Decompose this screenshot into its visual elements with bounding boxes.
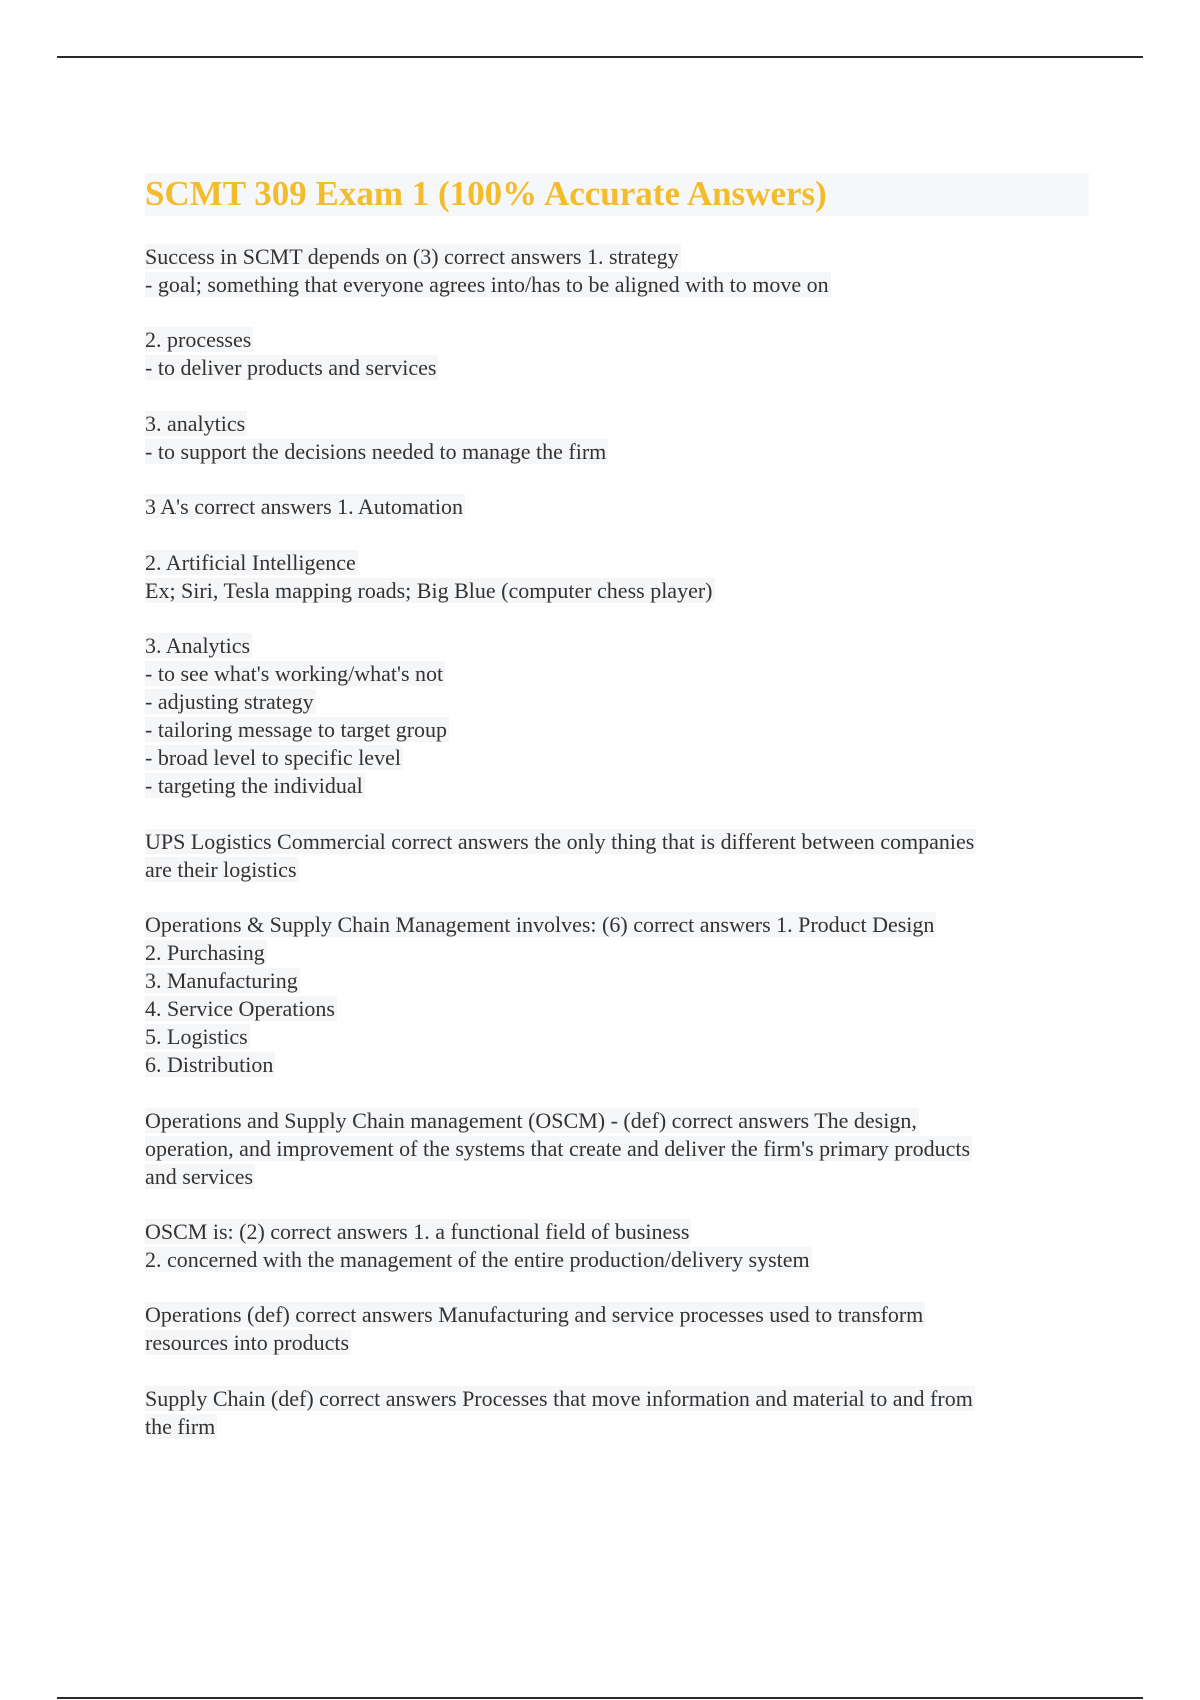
text-line: 5. Logistics	[145, 1024, 248, 1049]
text-line: operation, and improvement of the systems that create and deliver the firm's primary products	[145, 1136, 971, 1161]
text-line: 2. concerned with the management of the entire production/delivery system	[145, 1247, 810, 1272]
text-line: 6. Distribution	[145, 1052, 274, 1077]
text-line: 3. analytics	[145, 411, 246, 436]
text-line: - to see what's working/what's not	[145, 661, 444, 686]
text-line: and services	[145, 1164, 254, 1189]
text-line: - broad level to specific level	[145, 745, 401, 770]
document-title: SCMT 309 Exam 1 (100% Accurate Answers)	[145, 174, 827, 213]
text-line: - tailoring message to target group	[145, 717, 448, 742]
text-line: 4. Service Operations	[145, 996, 335, 1021]
text-line: - to deliver products and services	[145, 355, 437, 380]
text-line: - to support the decisions needed to manage the firm	[145, 439, 607, 464]
text-line: Success in SCMT depends on (3) correct answers 1. strategy	[145, 244, 679, 269]
text-line: - goal; something that everyone agrees into/has to be aligned with to move on	[145, 272, 829, 297]
text-line: are their logistics	[145, 857, 297, 882]
text-line: Supply Chain (def) correct answers Processes that move information and material to and from	[145, 1386, 973, 1411]
text-line: resources into products	[145, 1330, 350, 1355]
text-line: - adjusting strategy	[145, 689, 314, 714]
text-line: 2. processes	[145, 327, 252, 352]
text-line: 3. Manufacturing	[145, 968, 298, 993]
bottom-rule	[57, 1697, 1143, 1699]
text-line: the firm	[145, 1414, 216, 1439]
text-line: 2. Artificial Intelligence	[145, 550, 356, 575]
text-line: 2. Purchasing	[145, 940, 265, 965]
text-line: Operations (def) correct answers Manufacturing and service processes used to transform	[145, 1302, 924, 1327]
text-line: Operations and Supply Chain management (OSCM) - (def) correct answers The design,	[145, 1108, 917, 1133]
text-line: - targeting the individual	[145, 773, 363, 798]
text-line: Ex; Siri, Tesla mapping roads; Big Blue (computer chess player)	[145, 578, 713, 603]
text-line: UPS Logistics Commercial correct answers the only thing that is different between companies	[145, 829, 975, 854]
text-line: OSCM is: (2) correct answers 1. a functional field of business	[145, 1219, 690, 1244]
top-rule	[57, 56, 1143, 58]
text-line: Operations & Supply Chain Management involves: (6) correct answers 1. Product Design	[145, 912, 935, 937]
text-line: 3. Analytics	[145, 633, 251, 658]
text-line: 3 A's correct answers 1. Automation	[145, 494, 464, 519]
